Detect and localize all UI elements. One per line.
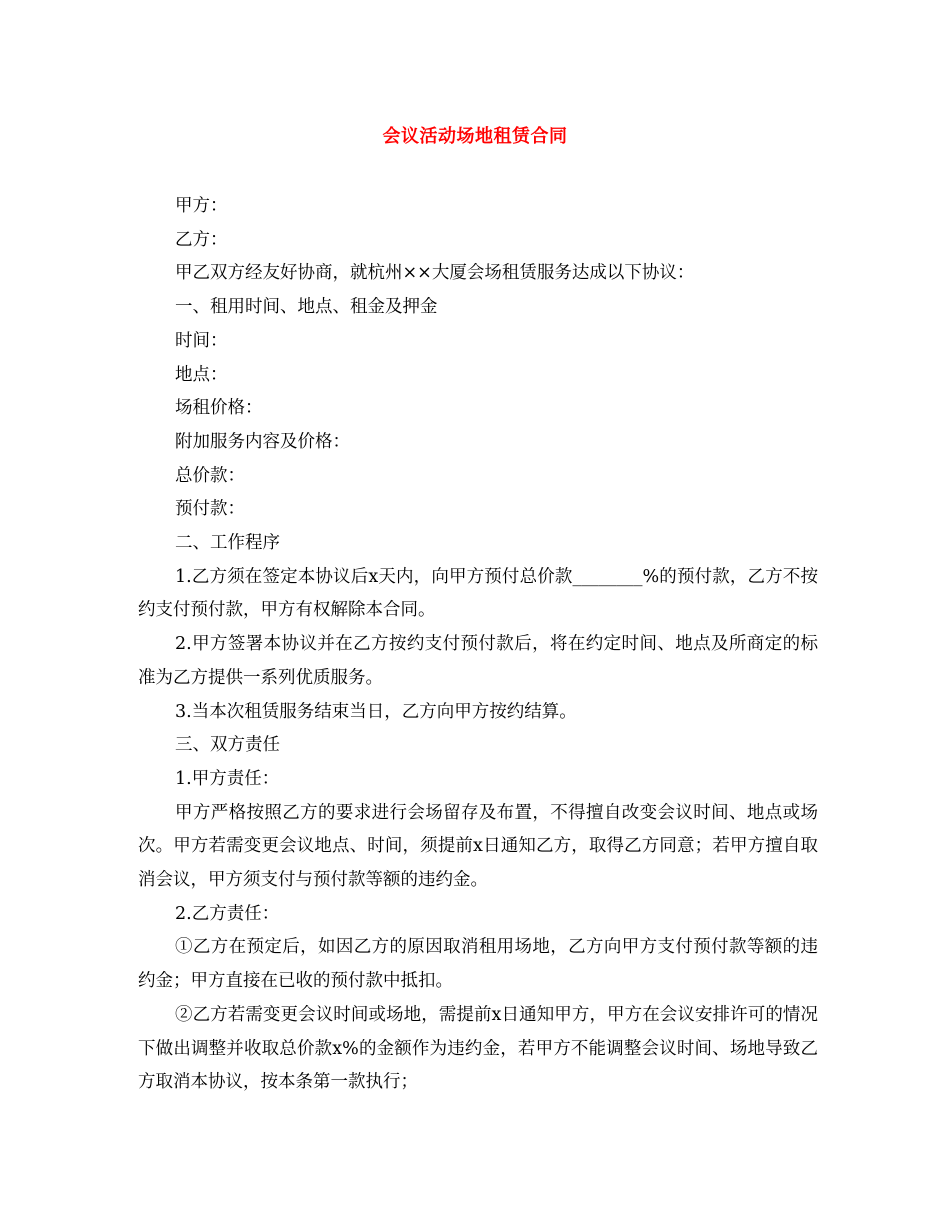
section-2-heading: 二、工作程序 — [175, 533, 280, 554]
document-title: 会议活动场地租赁合同 — [382, 126, 568, 147]
section-1-heading: 一、租用时间、地点、租金及押金 — [175, 297, 438, 318]
party-a-responsibility-text: 甲方严格按照乙方的要求进行会场留存及布置，不得擅自改变会议时间、地点或场次。甲方若需变更会议地点、时间，须提前x日通知乙方，取得乙方同意；若甲方擅自取消会议，甲方须支付与预付款等额的违约金。 — [138, 802, 818, 891]
agreement-intro: 甲乙双方经友好协商，就杭州××大厦会场租赁服务达成以下协议： — [175, 263, 695, 284]
procedure-item-3: 3.当本次租赁服务结束当日，乙方向甲方按约结算。 — [175, 701, 577, 722]
location-line: 地点： — [175, 364, 228, 385]
total-price-line: 总价款： — [175, 465, 245, 486]
party-b-item-1: ①乙方在预定后，如因乙方的原因取消租用场地，乙方向甲方支付预付款等额的违约金；甲方直接在已收的预付款中抵扣。 — [138, 937, 818, 992]
party-b-line: 乙方： — [175, 229, 228, 250]
additional-services-line: 附加服务内容及价格： — [175, 431, 350, 452]
party-b-responsibility-heading: 2.乙方责任： — [175, 903, 280, 924]
party-a-responsibility-heading: 1.甲方责任： — [175, 768, 280, 789]
prepayment-line: 预付款： — [175, 499, 245, 520]
party-a-line: 甲方： — [175, 196, 228, 216]
procedure-item-2: 2.甲方签署本协议并在乙方按约支付预付款后，将在约定时间、地点及所商定的标准为乙方提供一系列优质服务。 — [138, 634, 818, 688]
time-line: 时间： — [175, 330, 228, 351]
party-b-item-2: ②乙方若需变更会议时间或场地，需提前x日通知甲方，甲方在会议安排许可的情况下做出调整并收取总价款x%的金额作为违约金，若甲方不能调整会议时间、场地导致乙方取消本协议，按本条第一款执行； — [138, 1004, 818, 1093]
procedure-item-1: 1.乙方须在签定本协议后x天内，向甲方预付总价款________%的预付款，乙方不按约支付预付款，甲方有权解除本合同。 — [138, 566, 818, 621]
rent-price-line: 场租价格： — [175, 398, 263, 419]
section-3-heading: 三、双方责任 — [175, 735, 280, 756]
document-body — [138, 190, 818, 1100]
